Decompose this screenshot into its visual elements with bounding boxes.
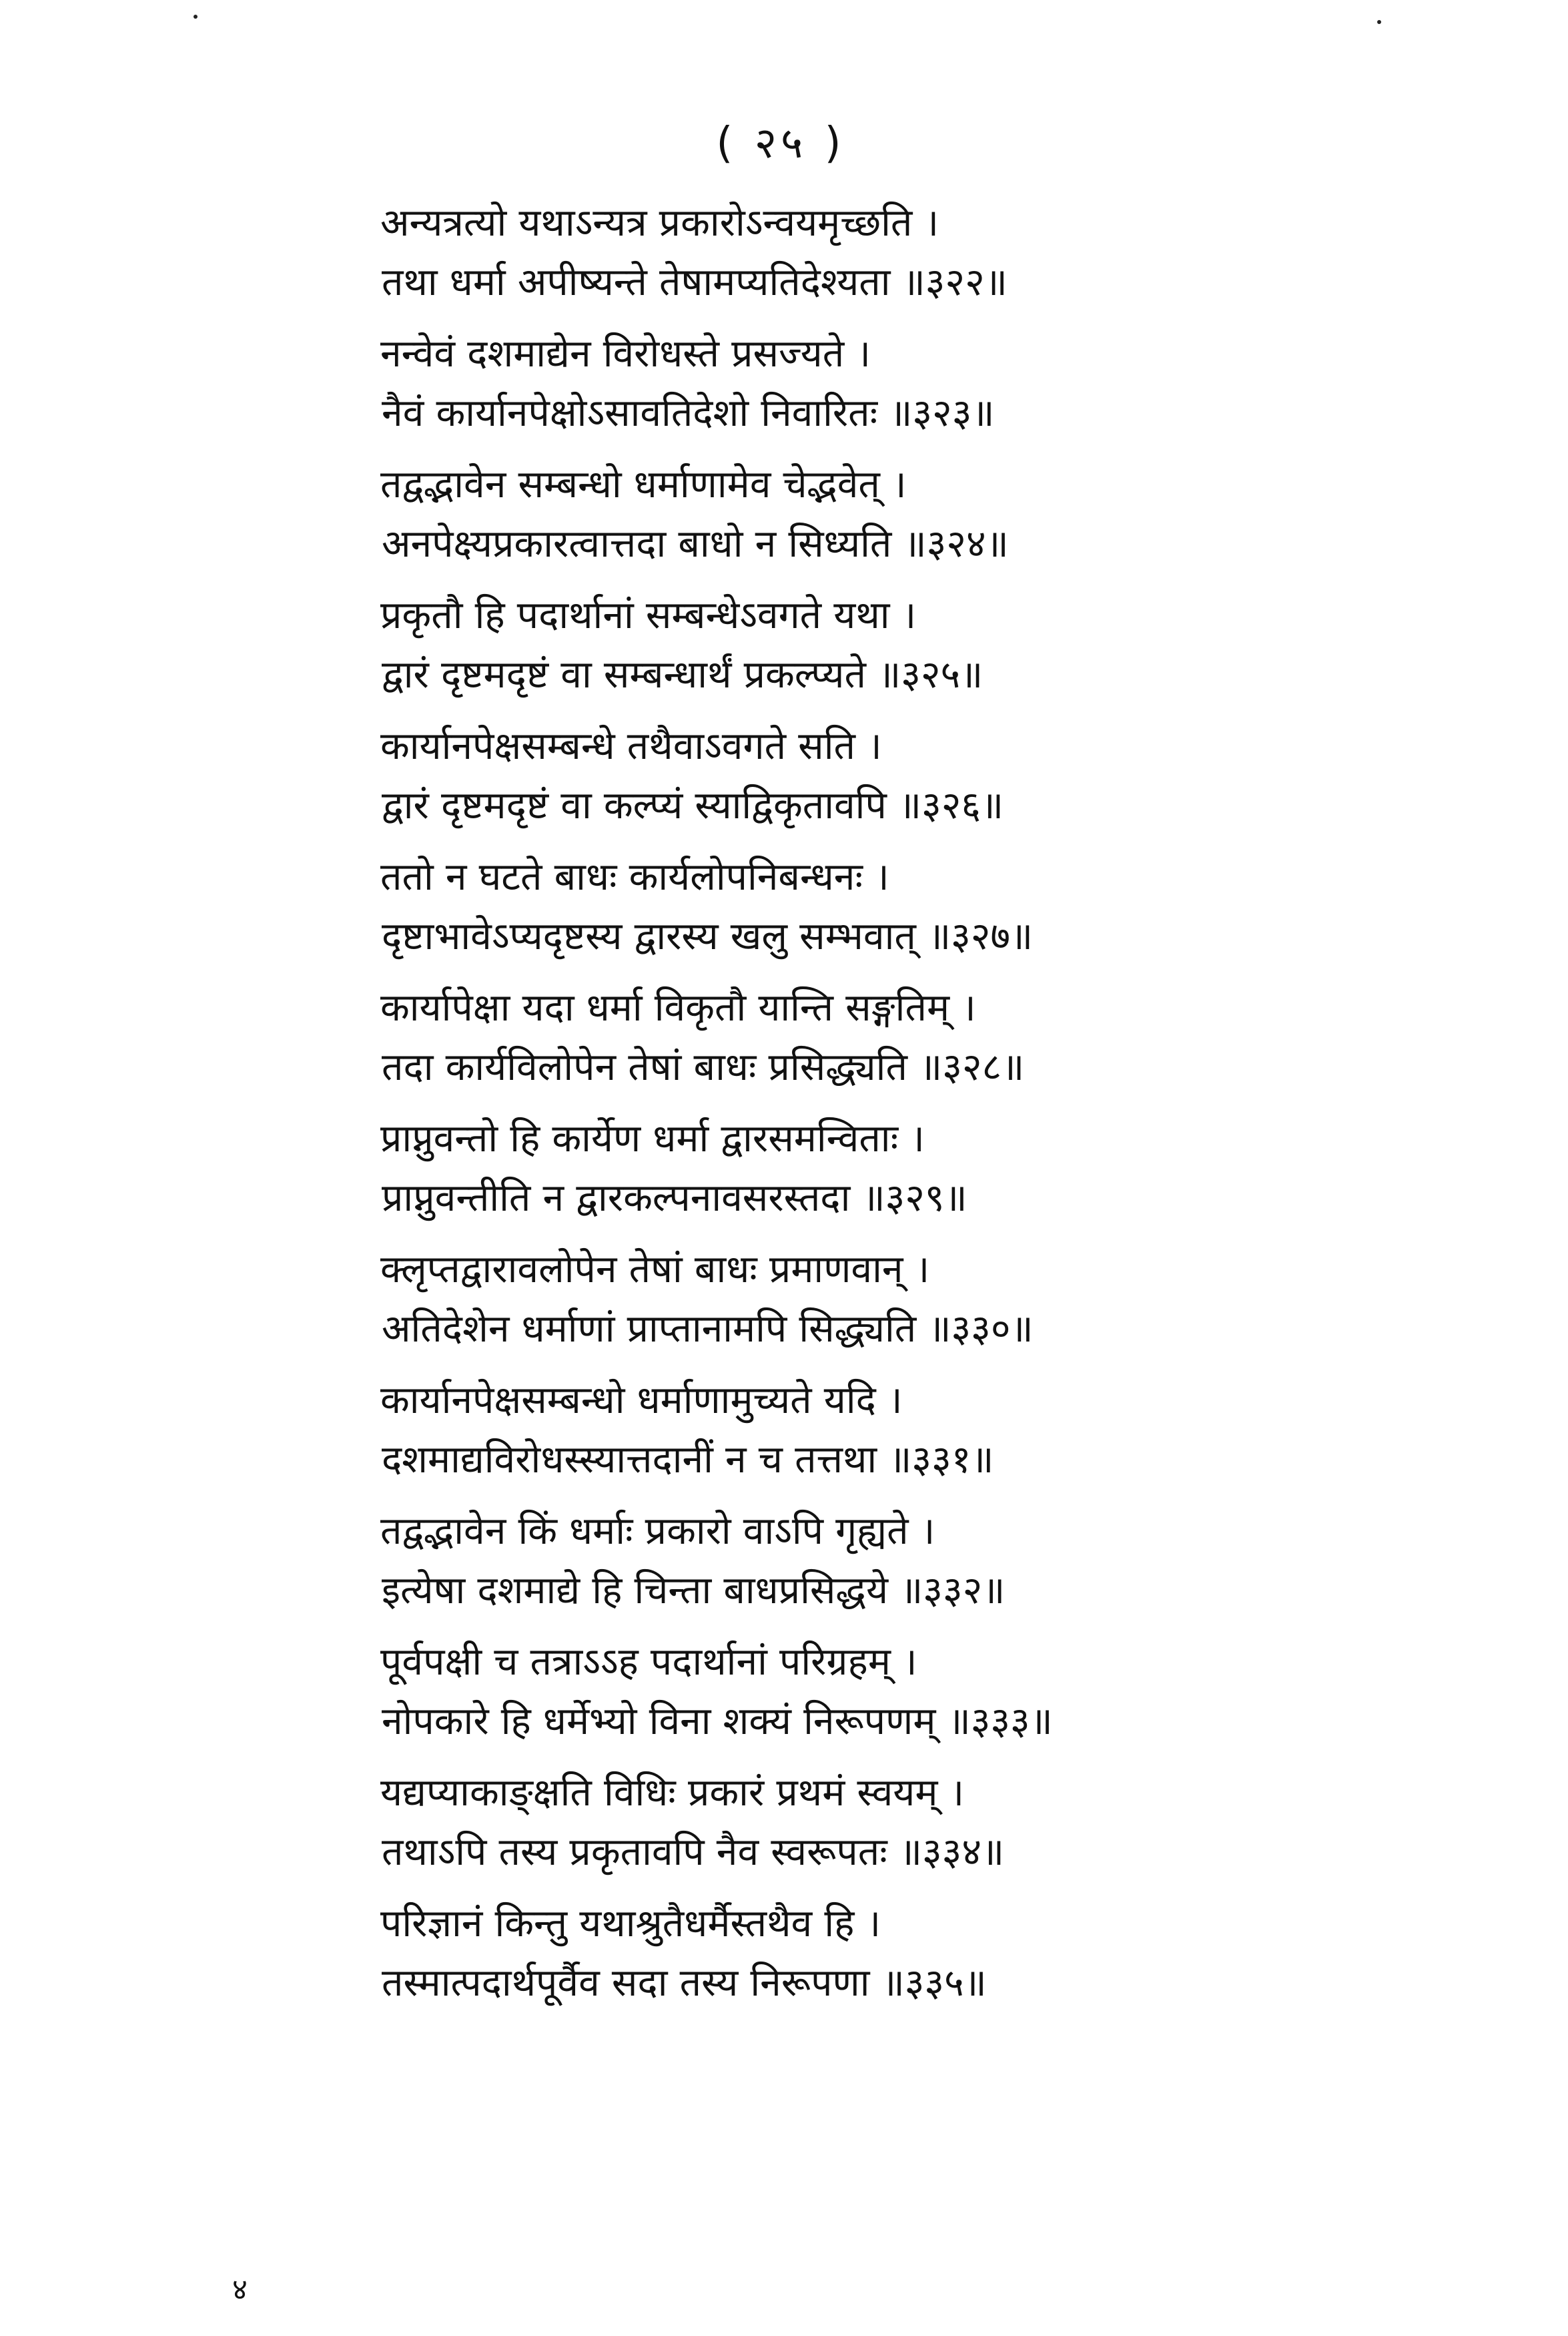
verse-328 bbox=[380, 978, 1528, 1097]
verse-333 bbox=[380, 1633, 1528, 1751]
verse-322 bbox=[380, 194, 1528, 312]
verse-line: तदा कार्यविलोपेन तेषां बाधः प्रसिद्ध्यति ॥३२८॥ bbox=[382, 1045, 1025, 1089]
verse-line: तथाऽपि तस्य प्रकृतावपि नैव स्वरूपतः ॥३३४॥ bbox=[382, 1830, 1005, 1874]
verse-line: तद्वद्भावेन सम्बन्धो धर्माणामेव चेद्भवेत् । bbox=[380, 463, 907, 507]
verse-line: नन्वेवं दशमाद्येन विरोधस्ते प्रसज्यते । bbox=[380, 332, 871, 376]
verse-line: अतिदेशेन धर्माणां प्राप्तानामपि सिद्ध्यति ॥३३०॥ bbox=[382, 1307, 1034, 1351]
verse-line: द्वारं दृष्टमदृष्टं वा सम्बन्धार्थं प्रकल्प्यते ॥३२५॥ bbox=[382, 653, 984, 697]
verse-line: यद्यप्याकाङ्क्षति विधिः प्रकारं प्रथमं स्वयम् । bbox=[380, 1771, 965, 1815]
verse-line: कार्यानपेक्षसम्बन्धे तथैवाऽवगते सति । bbox=[380, 724, 882, 768]
verse-line: कार्यापेक्षा यदा धर्मा विकृतौ यान्ति सङ्गतिम् । bbox=[380, 986, 976, 1030]
verse-line: दशमाद्यविरोधस्स्यात्तदानीं न च तत्तथा ॥३३१॥ bbox=[382, 1438, 994, 1482]
verse-line: तस्मात्पदार्थपूर्वैव सदा तस्य निरूपणा ॥३३५॥ bbox=[382, 1961, 987, 2005]
verse-335 bbox=[380, 1894, 1528, 2013]
verse-line: द्वारं दृष्टमदृष्टं वा कल्प्यं स्याद्विकृतावपि ॥३२६॥ bbox=[382, 784, 1004, 828]
verse-line: क्लृप्तद्वारावलोपेन तेषां बाधः प्रमाणवान् । bbox=[380, 1247, 930, 1291]
verse-line: प्राप्नुवन्तीति न द्वारकल्पनावसरस्तदा ॥३२९॥ bbox=[382, 1176, 967, 1220]
verse-line: तद्वद्भावेन किं धर्माः प्रकारो वाऽपि गृह्यते । bbox=[380, 1509, 935, 1553]
verse-line: कार्यानपेक्षसम्बन्धो धर्माणामुच्यते यदि । bbox=[380, 1378, 903, 1422]
verse-326 bbox=[380, 717, 1528, 836]
page-number: ( २५ ) bbox=[716, 119, 845, 168]
verse-line: अनपेक्ष्यप्रकारत्वात्तदा बाधो न सिध्यति ॥३२४॥ bbox=[382, 522, 1009, 566]
verse-line: पूर्वपक्षी च तत्राऽऽह पदार्थानां परिग्रहम् । bbox=[380, 1640, 917, 1684]
verse-324 bbox=[380, 455, 1528, 574]
verse-329 bbox=[380, 1109, 1528, 1228]
verse-line: नोपकारे हि धर्मेभ्यो विना शक्यं निरूपणम् ॥३३३॥ bbox=[382, 1699, 1053, 1743]
verse-line: परिज्ञानं किन्तु यथाश्रुतैधर्मैस्तथैव हि । bbox=[380, 1902, 881, 1946]
verse-line: इत्येषा दशमाद्ये हि चिन्ता बाधप्रसिद्धये ॥३३२॥ bbox=[382, 1568, 1006, 1613]
scan-speck bbox=[193, 15, 198, 19]
verse-line: अन्यत्रत्यो यथाऽन्यत्र प्रकारोऽन्वयमृच्छति । bbox=[380, 201, 939, 245]
verse-330 bbox=[380, 1240, 1528, 1359]
verse-332 bbox=[380, 1502, 1528, 1621]
footer-signature-mark: ४ bbox=[232, 2273, 248, 2307]
scan-speck bbox=[1377, 20, 1381, 24]
verse-331 bbox=[380, 1371, 1528, 1490]
verse-325 bbox=[380, 586, 1528, 705]
verse-block bbox=[380, 194, 1528, 2025]
verse-line: प्राप्नुवन्तो हि कार्येण धर्मा द्वारसमन्विताः । bbox=[380, 1117, 925, 1161]
verse-327 bbox=[380, 848, 1528, 966]
verse-line: ततो न घटते बाधः कार्यलोपनिबन्धनः । bbox=[380, 855, 889, 899]
verse-323 bbox=[380, 324, 1528, 443]
verse-line: तथा धर्मा अपीष्यन्ते तेषामप्यतिदेश्यता ॥३२२॥ bbox=[382, 260, 1008, 304]
verse-line: नैवं कार्यानपेक्षोऽसावतिदेशो निवारितः ॥३२३॥ bbox=[382, 391, 995, 435]
verse-line: दृष्टाभावेऽप्यदृष्टस्य द्वारस्य खलु सम्भवात् ॥३२७॥ bbox=[382, 914, 1034, 958]
verse-334 bbox=[380, 1763, 1528, 1882]
verse-line: प्रकृतौ हि पदार्थानां सम्बन्धेऽवगते यथा । bbox=[380, 593, 917, 637]
